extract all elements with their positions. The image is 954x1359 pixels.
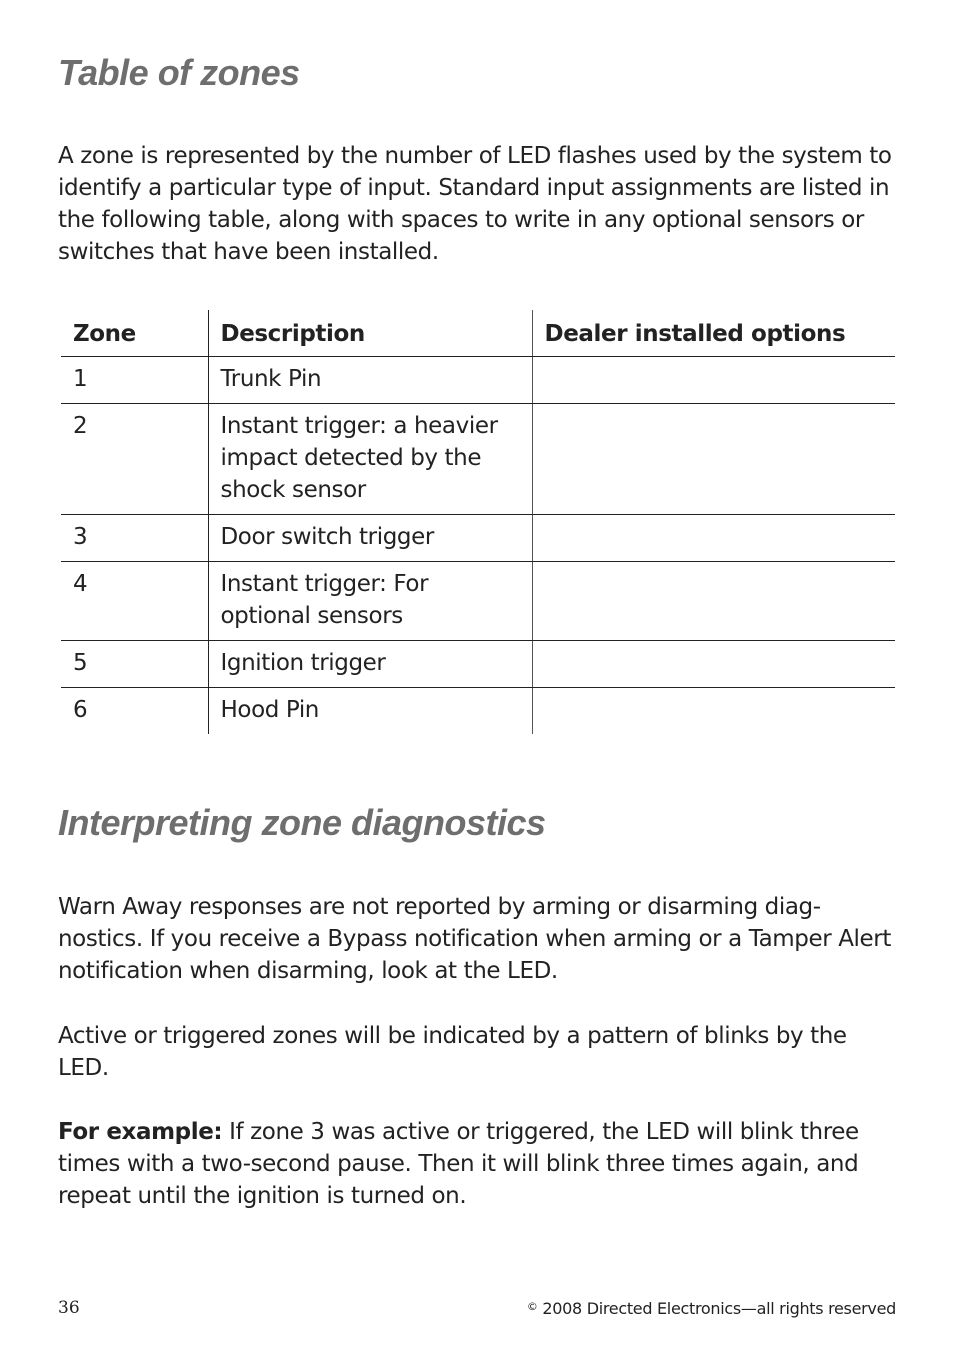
section-heading-table-of-zones: Table of zones [58, 52, 300, 93]
description-cell: Hood Pin [208, 688, 532, 735]
warn-away-paragraph: Warn Away responses are not reported by arming or disarming diag-nostics. If you receive a Bypass notification when arming or a Tamper Alert notification when disarming, look at the LED. [58, 894, 891, 984]
description-cell: Trunk Pin [208, 357, 532, 404]
section-heading-zone-diagnostics: Interpreting zone diagnostics [58, 802, 546, 843]
options-cell [532, 357, 895, 404]
table-header-row [61, 310, 895, 357]
options-cell [532, 688, 895, 735]
description-cell: Door switch trigger [208, 515, 532, 562]
zone-cell: 3 [61, 515, 208, 562]
zone-cell: 2 [61, 404, 208, 515]
example-label: For example: [58, 1119, 223, 1145]
zone-cell: 6 [73, 697, 88, 723]
table-row [61, 641, 895, 688]
copyright-text: 2008 Directed Electronics—all rights reserved [542, 1299, 896, 1318]
table-row [61, 562, 895, 641]
example-text: If zone 3 was active or triggered, the LED will blink three times with a two-second pause. Then it will blink three times again, and repeat until the ignition is turned on. [58, 1119, 859, 1209]
copyright-notice [527, 1299, 896, 1318]
example-paragraph [58, 1116, 903, 1212]
active-zones-paragraph: Active or triggered zones will be indicated by a pattern of blinks by the LED. [58, 1023, 847, 1081]
table-row [61, 688, 895, 735]
header-description: Description [208, 310, 532, 357]
description-cell: Instant trigger: a heavier impact detected by the shock sensor [208, 404, 532, 515]
table-row [61, 515, 895, 562]
zones-table [61, 310, 895, 734]
table-row [61, 357, 895, 404]
intro-paragraph: A zone is represented by the number of LED flashes used by the system to identify a particular type of input. Standard input assignments are listed in the following table, along with spaces to write in any optional sensors or switches that have been installed. [58, 143, 892, 265]
header-dealer-options: Dealer installed options [532, 310, 895, 357]
header-zone: Zone [61, 310, 208, 357]
description-cell: Ignition trigger [208, 641, 532, 688]
table-row [61, 404, 895, 515]
options-cell [532, 515, 895, 562]
options-cell [532, 404, 895, 515]
zone-cell: 1 [61, 357, 208, 404]
page-number: 36 [58, 1298, 80, 1318]
options-cell [532, 562, 895, 641]
options-cell [532, 641, 895, 688]
description-cell: Instant trigger: For optional sensors [208, 562, 532, 641]
zone-cell: 4 [61, 562, 208, 641]
zone-cell: 5 [61, 641, 208, 688]
copyright-symbol: © [526, 1300, 538, 1313]
